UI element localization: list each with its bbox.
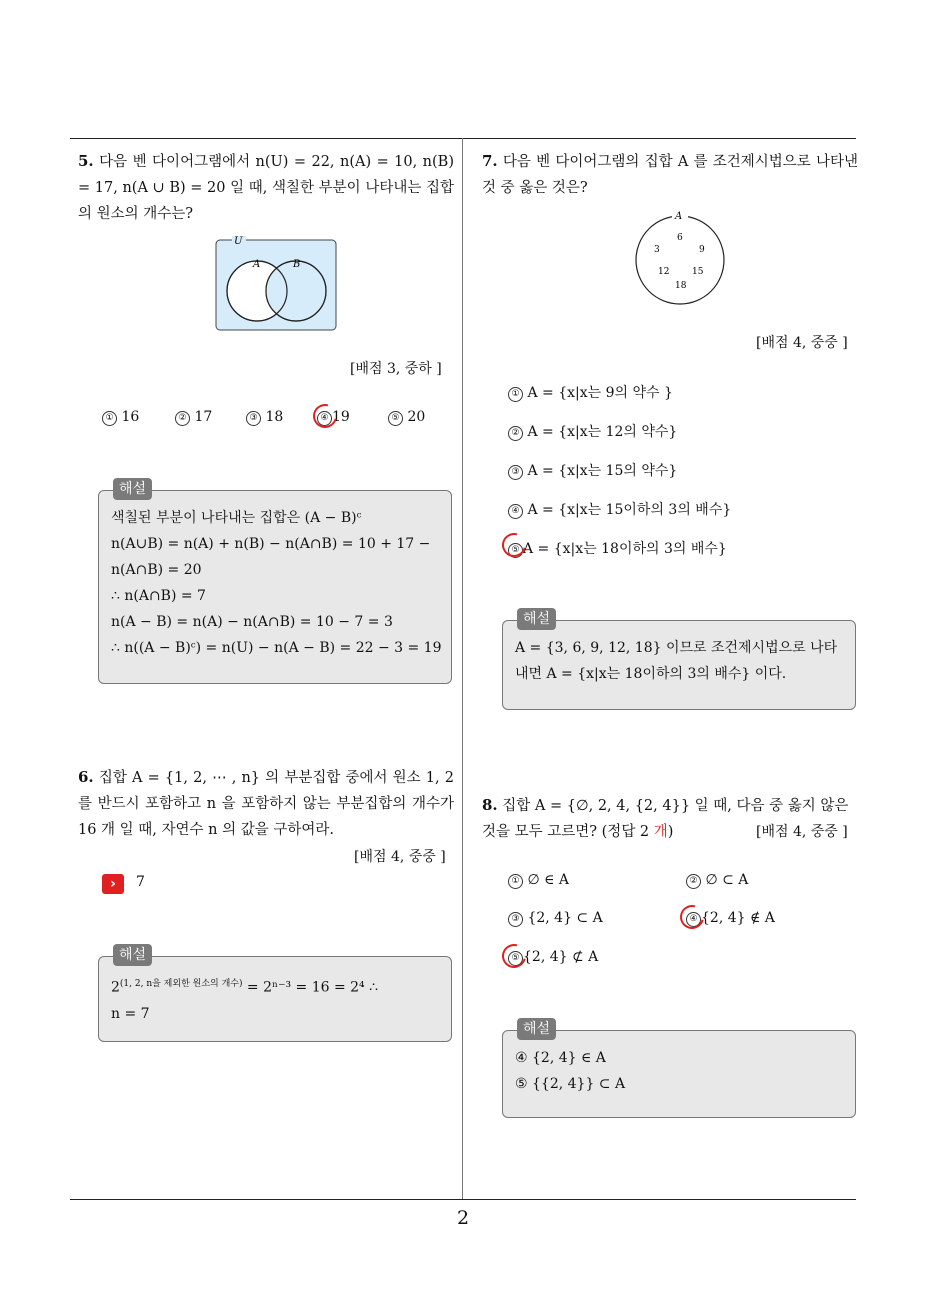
choice-q5-3[interactable]: [246, 409, 283, 426]
solution-tab: 해설: [517, 1018, 556, 1040]
power-base: 2: [111, 979, 120, 996]
solution-tab: 해설: [113, 478, 152, 500]
score-q8: [배점 4, 중중 ]: [756, 824, 848, 840]
question-number: 7.: [482, 152, 498, 170]
solution-tab: 해설: [517, 608, 556, 630]
question-5: [78, 148, 454, 227]
choice-mark: ③: [508, 465, 523, 480]
answer-mark-q8-5: [498, 940, 531, 973]
solution-line: ⑤ {{2, 4}} ⊂ A: [515, 1076, 626, 1092]
venn-label-b: B: [293, 259, 301, 270]
solution-line: n = 7: [111, 1005, 150, 1022]
choice-q5-2[interactable]: [175, 409, 212, 426]
question-text: 다음 벤 다이어그램에서 n(U) = 22, n(A) = 10, n(B) = 17, n(A ∪ B) = 20 일 때, 색칠한 부분이 나타내는 집합의 원소의 개수는?: [78, 154, 454, 222]
choice-text: {2, 4} ∉ A: [701, 910, 775, 926]
choice-text: A = {x|x는 15의 약수}: [527, 463, 678, 479]
choice-q5-1[interactable]: [102, 409, 139, 426]
solution-line: ∴ n(A∩B) = 7: [111, 588, 206, 604]
equation-rest: = 2ⁿ⁻³ = 16 = 2⁴ ∴: [242, 979, 379, 996]
venn-element: 18: [675, 281, 687, 291]
question-text-highlight: 개: [653, 824, 668, 840]
choice-text: A = {x|x는 9의 약수 }: [527, 385, 673, 401]
solution-box-q8: [502, 1021, 856, 1118]
solution-line: n(A∪B) = n(A) + n(B) − n(A∩B) = 10 + 17 −: [111, 536, 431, 552]
solution-line: 내면 A = {x|x는 18이하의 3의 배수} 이다.: [515, 666, 787, 682]
choice-mark: ④: [508, 504, 523, 519]
choice-q7-2[interactable]: [508, 421, 677, 441]
choice-q7-5[interactable]: [508, 538, 727, 558]
answer-q6: 7: [136, 874, 145, 890]
choice-mark: ③: [246, 411, 261, 426]
choice-mark: ①: [508, 874, 523, 889]
venn-element: 9: [699, 245, 705, 255]
solution-line: 색칠된 부분이 나타내는 집합은 (A − B)ᶜ: [111, 510, 362, 526]
choice-text: 20: [407, 409, 426, 425]
solution-line: A = {3, 6, 9, 12, 18} 이므로 조건제시법으로 나타: [515, 640, 838, 656]
question-number: 6.: [78, 768, 94, 786]
solution-line: [111, 971, 439, 1001]
choice-mark: ①: [508, 387, 523, 402]
choice-q5-5[interactable]: [388, 409, 425, 426]
score-q6: [배점 4, 중중 ]: [354, 849, 446, 865]
choice-mark: ③: [508, 912, 523, 927]
venn-element: 3: [654, 245, 660, 255]
question-text-end: ): [667, 824, 674, 840]
choice-mark: ④: [686, 912, 701, 927]
choice-q7-4[interactable]: [508, 499, 731, 519]
solution-box-q7: [502, 611, 856, 710]
choice-mark: ⑤: [508, 951, 523, 966]
solution-line: ∴ n((A − B)ᶜ) = n(U) − n(A − B) = 22 − 3 = 19: [111, 640, 442, 656]
choice-q8-1[interactable]: [508, 872, 569, 889]
answer-arrow-icon: ›: [102, 874, 124, 894]
venn-diagram-q7: [632, 208, 728, 308]
question-number: 8.: [482, 796, 498, 814]
question-number: 5.: [78, 152, 94, 170]
choice-text: 18: [265, 409, 284, 425]
answer-mark-q8-4: [676, 901, 709, 934]
choice-text: A = {x|x는 12의 약수}: [527, 424, 678, 440]
choice-mark: ②: [686, 874, 701, 889]
choice-mark: ②: [508, 426, 523, 441]
solution-line: n(A − B) = n(A) − n(A∩B) = 10 − 7 = 3: [111, 614, 393, 630]
choice-text: ∅ ⊂ A: [705, 872, 749, 888]
venn-element: 6: [677, 233, 683, 243]
choice-q7-1[interactable]: [508, 382, 673, 402]
question-text: 집합 A = {∅, 2, 4, {2, 4}} 일 때, 다음 중 옳지 않은 것을 모두 고르면? (정답 2: [482, 798, 849, 840]
venn-label-a: A: [253, 259, 261, 270]
venn-element: 12: [658, 267, 670, 277]
choice-mark: ⑤: [508, 543, 523, 558]
choice-text: ∅ ∈ A: [527, 872, 570, 888]
score-q7: [배점 4, 중중 ]: [756, 335, 848, 351]
power-exponent: (1, 2, n을 제외한 원소의 개수): [119, 979, 243, 989]
choice-q8-2[interactable]: [686, 872, 748, 889]
choice-mark: ④: [317, 411, 332, 426]
solution-tab: 해설: [113, 944, 152, 966]
venn-label-u: U: [234, 236, 243, 247]
choice-text: A = {x|x는 18이하의 3의 배수}: [523, 541, 727, 557]
solution-box-q5: [98, 481, 452, 684]
solution-line: ④ {2, 4} ∈ A: [515, 1050, 606, 1066]
choice-mark: ⑤: [388, 411, 403, 426]
question-text: 집합 A = {1, 2, ⋯ , n} 의 부분집합 중에서 원소 1, 2 를 반드시 포함하고 n 을 포함하지 않는 부분집합의 개수가 16 개 일 때, 자연수 n 의 값을 구하여라.: [78, 770, 455, 838]
column-divider: [462, 138, 463, 1200]
solution-line: n(A∩B) = 20: [111, 562, 202, 578]
answer-mark-q5: [309, 400, 342, 433]
question-6: [78, 764, 454, 843]
choice-text: 17: [194, 409, 213, 425]
venn-diagram-q5: [214, 236, 338, 334]
choice-text: 16: [121, 409, 140, 425]
solution-box-q6: [98, 947, 452, 1042]
question-text: 다음 벤 다이어그램의 집합 A 를 조건제시법으로 나타낸 것 중 옳은 것은?: [482, 154, 859, 196]
page-number: 2: [456, 1207, 470, 1229]
choice-text: 19: [332, 409, 350, 425]
choice-mark: ②: [175, 411, 190, 426]
venn-element: 15: [692, 267, 704, 277]
score-q5: [배점 3, 중하 ]: [350, 361, 442, 377]
question-7: [482, 148, 858, 201]
choice-mark: ①: [102, 411, 117, 426]
choice-text: {2, 4} ⊂ A: [527, 910, 603, 926]
choice-q8-3[interactable]: [508, 910, 603, 927]
top-rule: [70, 138, 856, 139]
choice-q7-3[interactable]: [508, 460, 677, 480]
choice-text: {2, 4} ⊄ A: [523, 949, 599, 965]
choice-text: A = {x|x는 15이하의 3의 배수}: [527, 502, 732, 518]
venn-label-a: A: [675, 211, 683, 222]
bottom-rule: [70, 1199, 856, 1200]
